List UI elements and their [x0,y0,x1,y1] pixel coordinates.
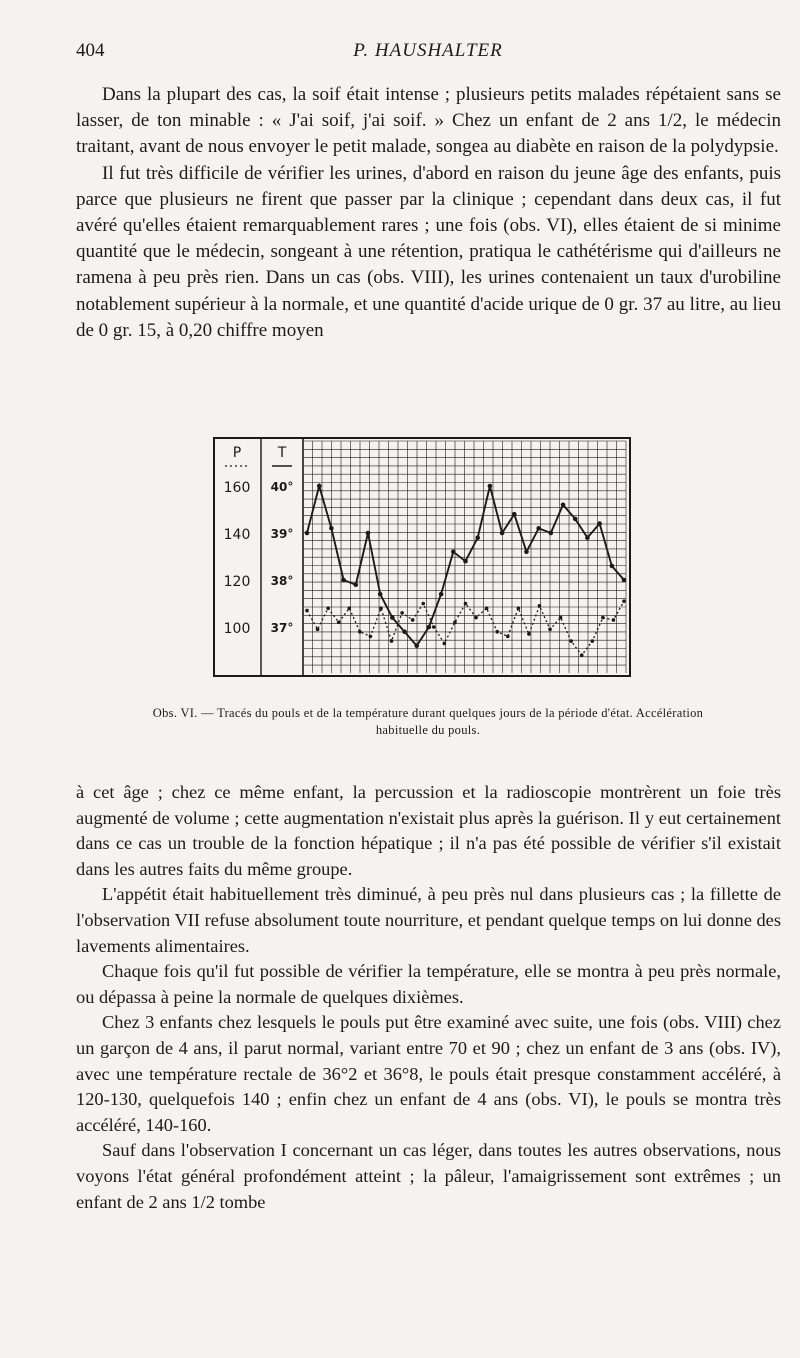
temperature-tick-label: 37° [270,621,294,635]
paragraph: Chez 3 enfants chez lesquels le pouls put être examiné avec suite, une fois (obs. VIII) chez un garçon de 4 ans, il parut normal, variant entre 70 et 90 ; chez un enfant de 3 ans (obs. IV), avec une température rectale de 36°2 et 36°8, le pouls était presque constamment accéléré, à 120-130, quelquefois 140 ; enfin chez un enfant de 4 ans (obs. VI), le pouls se montra très accéléré, 140-160. [76,1012,781,1135]
pulse-point [622,599,626,603]
temperature-point [512,512,517,517]
temperature-point [536,526,541,531]
temperature-point [451,550,456,555]
temperature-point [329,526,334,531]
temperature-point [427,625,432,630]
caption-line-1: Obs. VI. — Tracés du pouls et de la température durant quelques jours de la période d'état. Accélération [152,706,704,720]
temperature-point [378,592,383,597]
pulse-point [337,621,341,625]
pulse-point [548,628,552,632]
temperature-point [488,484,493,489]
pulse-point [326,606,330,610]
pulse-point [421,602,425,606]
temperature-point [622,578,627,583]
pulse-point [390,639,394,643]
temperature-point [353,582,358,587]
page-header [76,40,780,70]
temperature-line [307,486,624,646]
paragraph: Dans la plupart des cas, la soif était intense ; plusieurs petits malades répétaient sans se lasser, de ton minable : « J'ai soif, j'ai soif. » Chez un enfant de 2 ans 1/2, le médecin traitant, avant de nous envoyer le petit malade, songea au diabète en raison de la polydypsie. [76,84,781,158]
bottom-text-block [76,780,781,1215]
pulse-point [485,606,489,610]
page-number: 404 [76,40,105,61]
temperature-point [524,550,529,555]
temperature-point [463,559,468,564]
top-text-block [76,82,781,344]
figure-caption [76,705,780,739]
paragraph: Il fut très difficile de vérifier les urines, d'abord en raison du jeune âge des enfants, puis parce que plusieurs ne firent que passer par la clinique ; cependant dans deux cas, il fut avéré qu'elles étaient remarquablement rares ; une fois (obs. VI), elles étaient de si minime quantité que le médecin, songeant à une rétention, pratiqua le cathétérisme qui d'ailleurs ne ramena à peu près rien. Dans un cas (obs. VIII), les urines contenaient un taux d'urobiline notablement supérieur à la normale, et une quantité d'acide urique de 0 gr. 37 au litre, au lieu de 0 gr. 15, à 0,20 chiffre moyen [76,162,781,341]
pulse-tick-label: 100 [223,621,251,637]
temperature-point [317,484,322,489]
pulse-line [307,601,624,655]
pulse-point [305,609,309,613]
pulse-point [453,621,457,625]
temperature-point [305,531,310,536]
pulse-point [411,618,415,622]
temperature-point [500,531,505,536]
pulse-point [400,611,404,615]
pulse-point [580,653,584,657]
temperature-tick-label: 40° [270,480,294,494]
pulse-point [538,604,542,608]
pulse-point [527,632,531,636]
temperature-tick-label: 38° [270,574,294,588]
temperature-point [366,531,371,536]
pulse-point [379,606,383,610]
pulse-point [517,606,521,610]
pulse-tick-label: 140 [223,527,251,543]
pulse-axis-label: P [232,445,242,461]
paragraph: Sauf dans l'observation I concernant un cas léger, dans toutes les autres observations, nous voyons l'état général profondément atteint ; la pâleur, l'amaigrissement sont extrêmes ; un enfant de 2 ans 1/2 tombe [76,1140,781,1212]
chart-svg [213,437,631,677]
temperature-point [402,629,407,634]
temperature-point [573,517,578,522]
caption-line-2: habituelle du pouls. [375,723,481,737]
pulse-point [591,639,595,643]
temperature-tick-label: 39° [270,527,294,541]
pulse-tick-label: 120 [223,574,251,590]
pulse-point [316,628,320,632]
running-title: P. HAUSHALTER [353,40,503,61]
pulse-point [569,639,573,643]
pulse-point [464,602,468,606]
pulse-point [559,616,563,620]
temperature-point [597,521,602,526]
pulse-point [495,630,499,634]
pulse-point [347,606,351,610]
pulse-point [358,630,362,634]
temperature-point [439,592,444,597]
paragraph: Chaque fois qu'il fut possible de vérifier la température, elle se montra à peu près normale, ou dépassa à peine la normale de quelques dixièmes. [76,961,781,1007]
pulse-point [432,625,436,629]
temperature-point [341,578,346,583]
pulse-point [369,635,373,639]
temperature-point [390,615,395,620]
temperature-axis-label: T [277,445,287,461]
paragraph: L'appétit était habituellement très diminué, à peu près nul dans plusieurs cas ; la fillette de l'observation VII refuse absolument toute nourriture, et pendant quelque temps on lui donne des lavements alimentaires. [76,884,781,956]
pulse-point [443,642,447,646]
pulse-point [506,635,510,639]
temperature-point [549,531,554,536]
temperature-point [475,535,480,540]
temperature-point [414,644,419,649]
temperature-point [585,535,590,540]
pulse-point [601,616,605,620]
temperature-pulse-chart [213,437,631,677]
pulse-point [612,618,616,622]
pulse-point [474,616,478,620]
paragraph: à cet âge ; chez ce même enfant, la percussion et la radioscopie montrèrent un foie très augmenté de volume ; cette augmentation n'existait plus après la guérison. Il y eut certainement dans ce cas un trouble de la fonction hépatique ; il n'a pas été possible de vérifier s'il existait dans les autres faits du même groupe. [76,782,781,879]
temperature-point [610,564,615,569]
pulse-tick-label: 160 [223,480,251,496]
temperature-point [561,503,566,508]
